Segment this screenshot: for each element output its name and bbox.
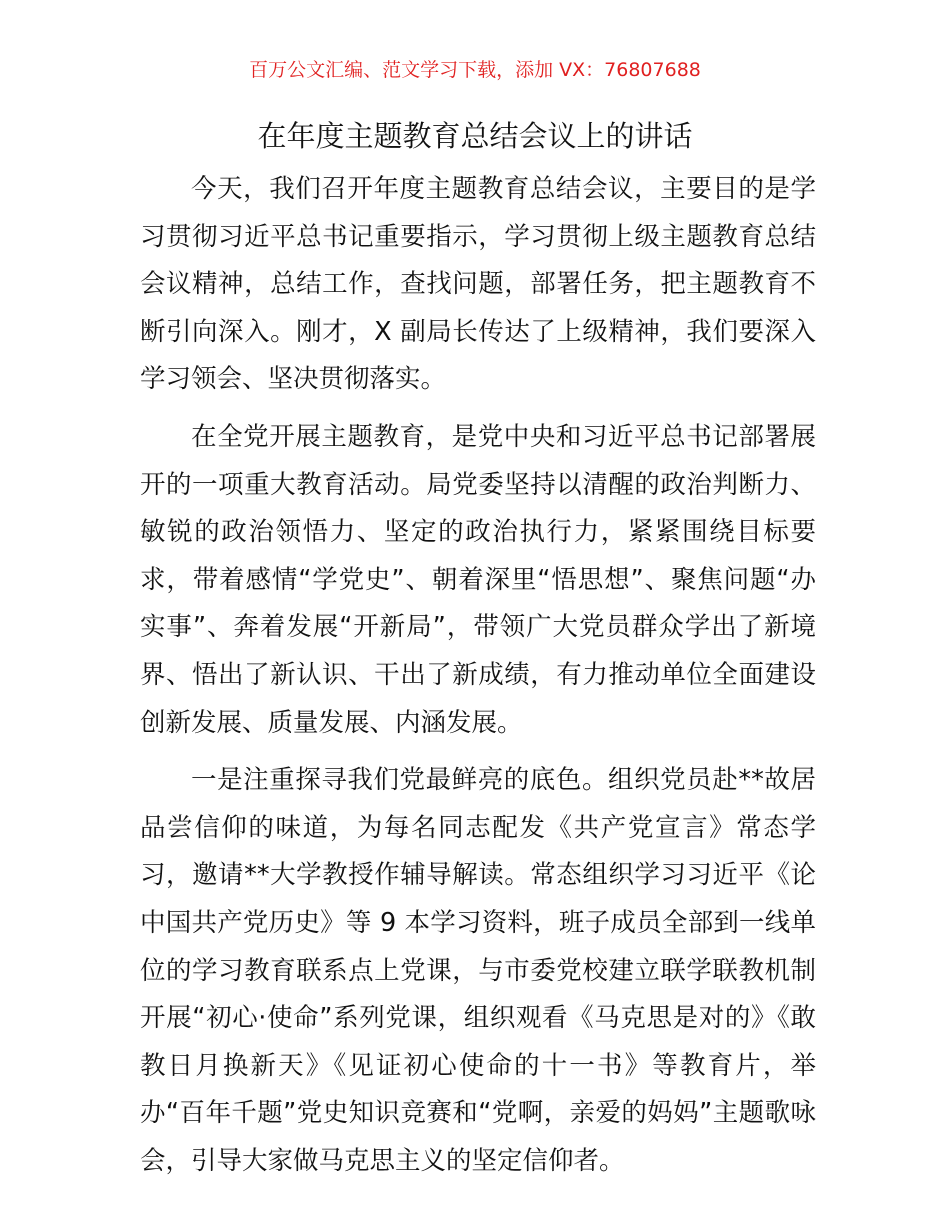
paragraph-overview: 在全党开展主题教育，是党中央和习近平总书记部署展开的一项重大教育活动。局党委坚持以清醒的政治判断力、敏锐的政治领悟力、坚定的政治执行力，紧紧围绕目标要求，带着感情“学党史”、朝着深里“悟思想”、聚焦问题“办实事”、奔着发展“开新局”，带领广大党员群众学出了新境界、悟出了新认识、干出了新成绩，有力推动单位全面建设创新发展、质量发展、内涵发展。 bbox=[140, 421, 816, 738]
body-text bbox=[140, 166, 816, 1195]
paragraph-point-one: 一是注重探寻我们党最鲜亮的底色。组织党员赴**故居品尝信仰的味道，为每名同志配发《共产党宣言》常态学习，邀请**大学教授作辅导解读。常态组织学习习近平《论中国共产党历史》等 9 本学习资料，班子成员全部到一线单位的学习教育联系点上党课，与市委党校建立联学联教机制开展“初心·使命”系列党课，组织观看《马克思是对的》《敢教日月换新天》《见证初心使命的十一书》等教育片，举办“百年千题”党史知识竞赛和“党啊，亲爱的妈妈”主题歌咏会，引导大家做马克思主义的坚定信仰者。 bbox=[140, 765, 816, 1176]
header-notice: 百万公文汇编、范文学习下载，添加 VX：76807688 bbox=[249, 59, 701, 81]
page-title: 在年度主题教育总结会议上的讲话 bbox=[257, 119, 693, 153]
paragraph-intro: 今天，我们召开年度主题教育总结会议，主要目的是学习贯彻习近平总书记重要指示，学习贯彻上级主题教育总结会议精神，总结工作，查找问题，部署任务，把主题教育不断引向深入。刚才，X 副局长传达了上级精神，我们要深入学习领会、坚决贯彻落实。 bbox=[140, 174, 816, 395]
